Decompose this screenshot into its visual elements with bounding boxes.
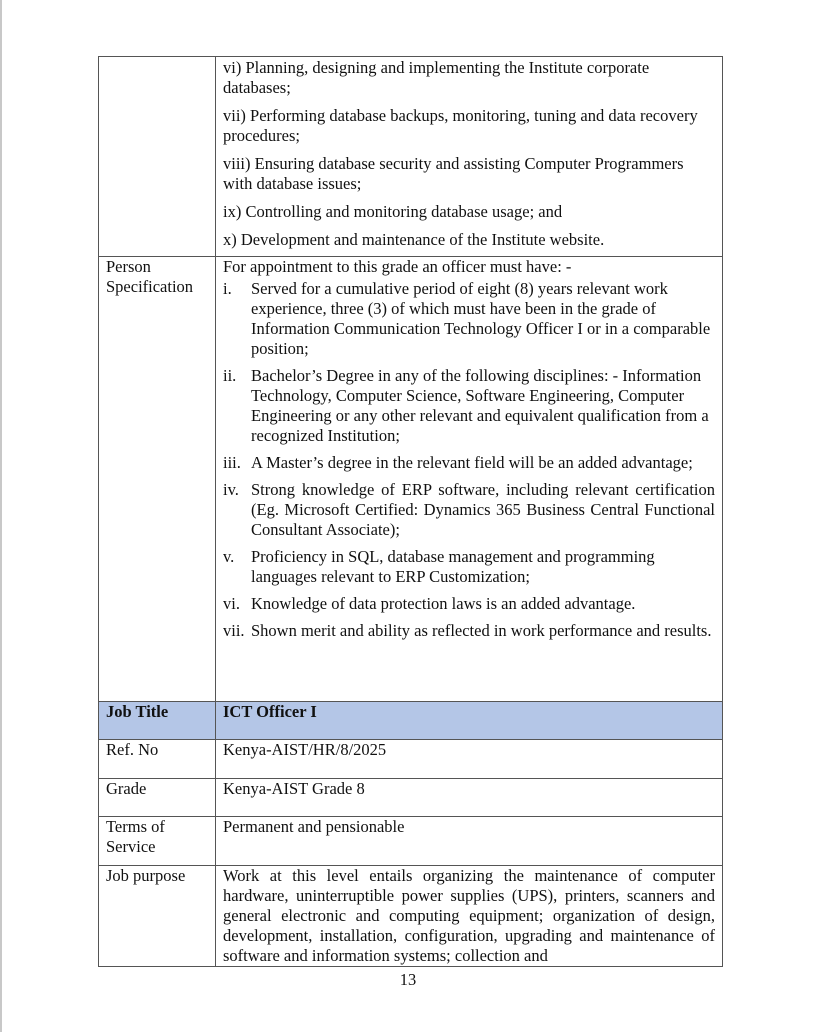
- job-purpose-value: Work at this level entails organizing the maintenance of computer hardware, uninterruptible power supplies (UPS), printers, scanners and general electronic and computing equipment; organization of design, development, installation, configuration, upgrading and maintenance of software and information systems; collection and: [216, 866, 723, 967]
- job-title-row: [99, 702, 723, 740]
- requirement-item: [223, 621, 715, 641]
- page-left-edge: [0, 0, 2, 1032]
- requirement-number: i.: [223, 279, 232, 298]
- job-title-label: Job Title: [99, 702, 216, 740]
- duty-item: vii) Performing database backups, monitoring, tuning and data recovery procedures;: [223, 106, 698, 145]
- terms-label: Terms of Service: [99, 817, 216, 866]
- requirement-text: Strong knowledge of ERP software, including relevant certification (Eg. Microsoft Certified: Dynamics 365 Business Central Functional Consultant Associate);: [251, 480, 715, 539]
- requirement-number: iii.: [223, 453, 241, 472]
- requirement-number: vii.: [223, 621, 245, 640]
- ref-no-value: Kenya-AIST/HR/8/2025: [216, 740, 723, 779]
- duties-cell: [216, 57, 723, 257]
- duty-item: vi) Planning, designing and implementing the Institute corporate databases;: [223, 58, 650, 97]
- person-spec-cell: [216, 257, 723, 702]
- page-number: 13: [399, 970, 417, 989]
- requirement-item: [223, 480, 715, 540]
- requirement-item: [223, 279, 715, 359]
- ref-no-label: Ref. No: [99, 740, 216, 779]
- person-spec-intro: For appointment to this grade an officer must have: -: [223, 257, 572, 276]
- duty-item: x) Development and maintenance of the Institute website.: [223, 230, 605, 249]
- requirement-text: Served for a cumulative period of eight (8) years relevant work experience, three (3) of which must have been in the grade of Information Communication Technology Officer I or in a comparable position;: [251, 279, 711, 358]
- terms-row: [99, 817, 723, 866]
- requirement-item: [223, 547, 715, 587]
- person-spec-label: Person Specification: [99, 257, 216, 702]
- duties-row: [99, 57, 723, 257]
- grade-row: [99, 779, 723, 817]
- ref-no-row: [99, 740, 723, 779]
- requirement-item: [223, 453, 715, 473]
- duties-label-cell: [99, 57, 216, 257]
- requirement-text: Knowledge of data protection laws is an added advantage.: [251, 594, 636, 613]
- grade-value: Kenya-AIST Grade 8: [216, 779, 723, 817]
- terms-value: Permanent and pensionable: [216, 817, 723, 866]
- requirement-number: ii.: [223, 366, 237, 385]
- requirement-number: v.: [223, 547, 235, 566]
- requirements-list: [223, 279, 715, 641]
- requirement-text: Proficiency in SQL, database management and programming languages relevant to ERP Customization;: [251, 547, 655, 586]
- duty-item: ix) Controlling and monitoring database usage; and: [223, 202, 563, 221]
- requirement-number: iv.: [223, 480, 239, 499]
- job-purpose-label: Job purpose: [99, 866, 216, 967]
- requirement-text: Bachelor’s Degree in any of the following disciplines: - Information Technology, Computer Science, Software Engineering, Computer Engineering or any other relevant and equivalent qualification from a recognized Institution;: [251, 366, 709, 445]
- duty-item: viii) Ensuring database security and assisting Computer Programmers with database issues;: [223, 154, 684, 193]
- requirement-text: Shown merit and ability as reflected in work performance and results.: [251, 621, 712, 640]
- job-purpose-row: [99, 866, 723, 967]
- job-spec-table: [98, 56, 723, 967]
- person-spec-row: [99, 257, 723, 702]
- requirement-text: A Master’s degree in the relevant field will be an added advantage;: [251, 453, 693, 472]
- requirement-number: vi.: [223, 594, 240, 613]
- requirement-item: [223, 594, 715, 614]
- grade-label: Grade: [99, 779, 216, 817]
- job-title-value: ICT Officer I: [216, 702, 723, 740]
- requirement-item: [223, 366, 715, 446]
